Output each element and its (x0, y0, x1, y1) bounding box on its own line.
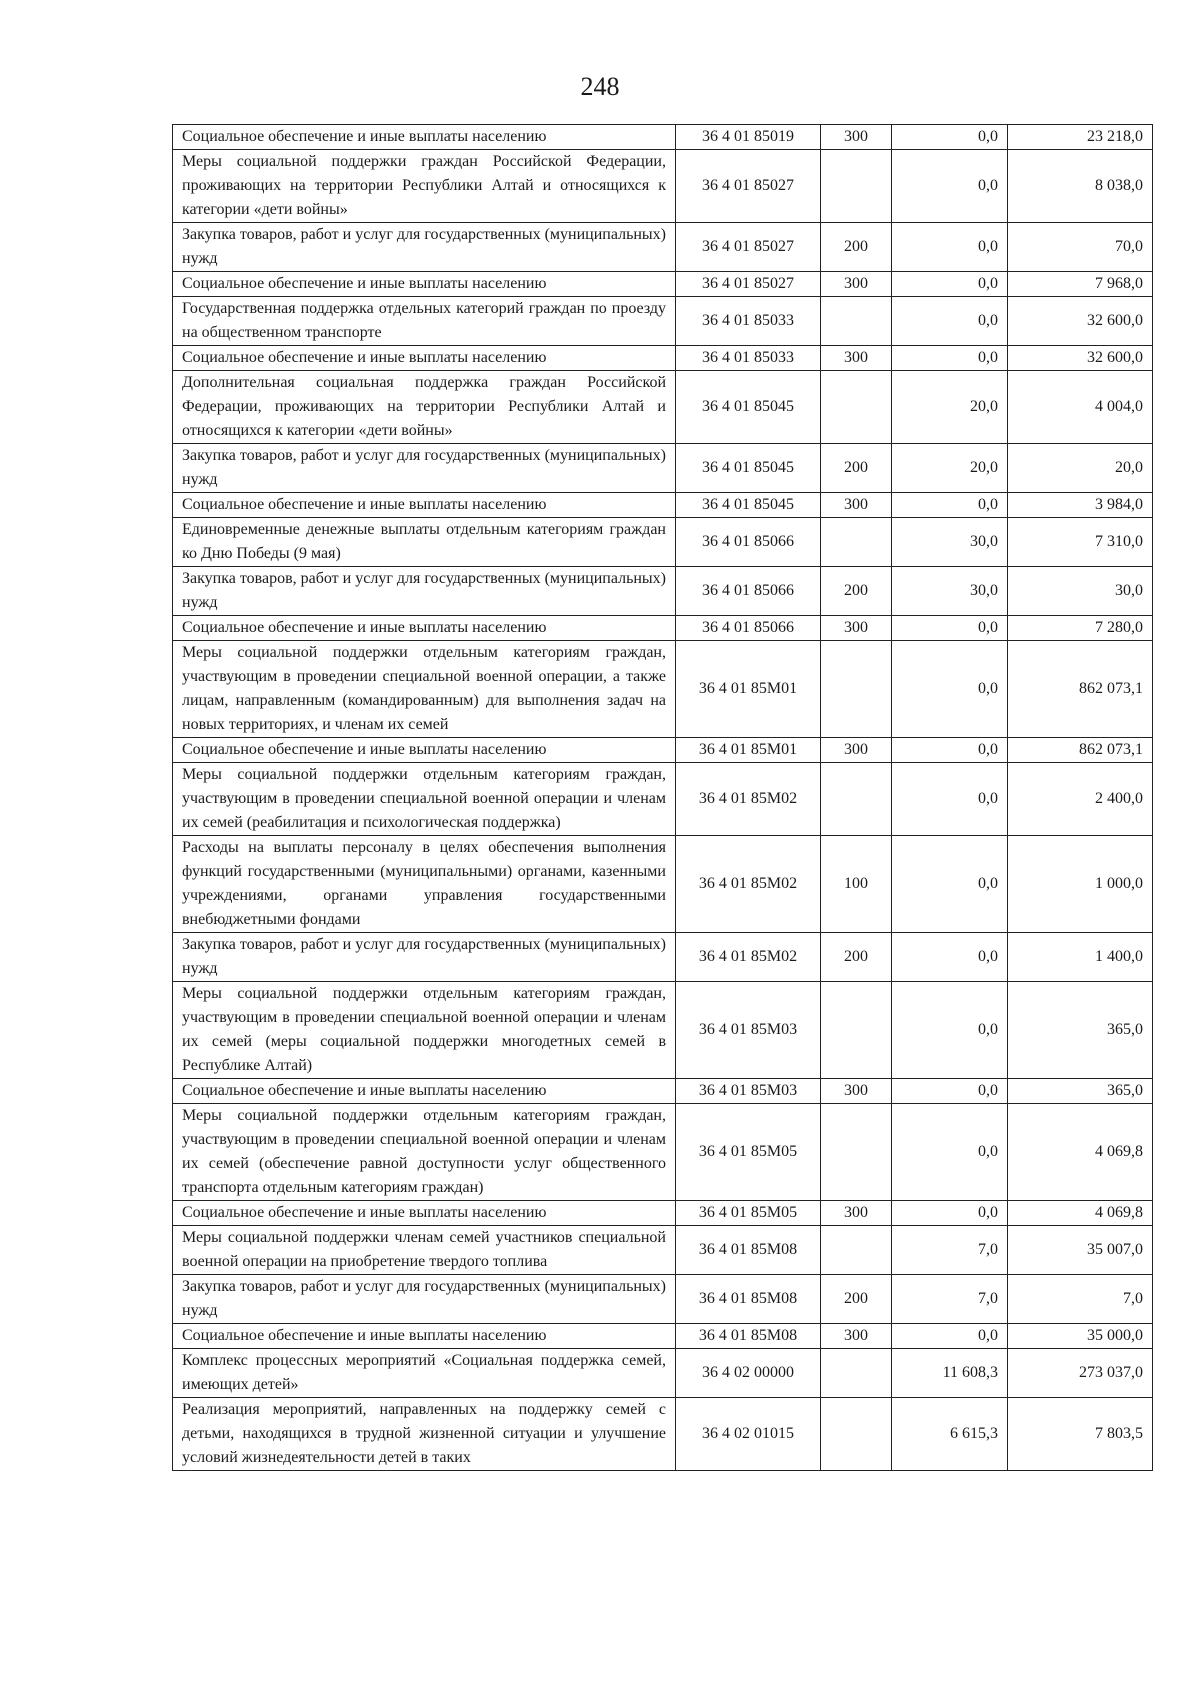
row-code-cell: 36 4 01 85М03 (676, 1079, 821, 1104)
row-name-cell: Закупка товаров, работ и услуг для государственных (муниципальных) нужд (173, 1275, 676, 1324)
row-name-cell: Социальное обеспечение и иные выплаты населению (173, 493, 676, 518)
row-amount-1-cell: 0,0 (892, 1324, 1008, 1349)
row-code-cell: 36 4 01 85М08 (676, 1226, 821, 1275)
row-amount-1-cell: 20,0 (892, 371, 1008, 444)
row-code-cell: 36 4 01 85М01 (676, 641, 821, 738)
row-code-cell: 36 4 01 85027 (676, 223, 821, 272)
table-row (173, 444, 1153, 493)
row-code-cell: 36 4 01 85М02 (676, 836, 821, 933)
table-row (173, 641, 1153, 738)
row-amount-2-cell: 7 280,0 (1008, 616, 1153, 641)
table-row (173, 836, 1153, 933)
table-row (173, 223, 1153, 272)
row-amount-2-cell: 365,0 (1008, 982, 1153, 1079)
table-row (173, 567, 1153, 616)
row-name-cell: Государственная поддержка отдельных категорий граждан по проезду на общественном транспорте (173, 297, 676, 346)
row-amount-1-cell: 11 608,3 (892, 1349, 1008, 1398)
row-amount-2-cell: 3 984,0 (1008, 493, 1153, 518)
row-amount-2-cell: 7 310,0 (1008, 518, 1153, 567)
table-row (173, 1398, 1153, 1471)
row-amount-1-cell: 0,0 (892, 763, 1008, 836)
row-code-cell: 36 4 01 85045 (676, 493, 821, 518)
table-row (173, 1324, 1153, 1349)
table-row (173, 1226, 1153, 1275)
table-row (173, 1079, 1153, 1104)
row-amount-2-cell: 862 073,1 (1008, 738, 1153, 763)
budget-table-body (173, 125, 1153, 1471)
row-amount-2-cell: 20,0 (1008, 444, 1153, 493)
row-name-cell: Меры социальной поддержки отдельным категориям граждан, участвующим в проведении специальной военной операции и членам их семей (меры социальной поддержки многодетных семей в Республике Алтай) (173, 982, 676, 1079)
row-amount-1-cell: 0,0 (892, 346, 1008, 371)
row-code-cell: 36 4 01 85027 (676, 272, 821, 297)
row-code-cell: 36 4 01 85М02 (676, 763, 821, 836)
row-amount-2-cell: 862 073,1 (1008, 641, 1153, 738)
row-name-cell: Меры социальной поддержки отдельным категориям граждан, участвующим в проведении специальной военной операции и членам их семей (обеспечение равной доступности услуг общественного транспорта отдельным категориям граждан) (173, 1104, 676, 1201)
table-row (173, 125, 1153, 150)
row-amount-1-cell: 30,0 (892, 567, 1008, 616)
row-expense-type-cell (821, 518, 892, 567)
row-name-cell: Комплекс процессных мероприятий «Социальная поддержка семей, имеющих детей» (173, 1349, 676, 1398)
table-row (173, 1201, 1153, 1226)
row-name-cell: Меры социальной поддержки отдельным категориям граждан, участвующим в проведении специальной военной операции, а также лицам, направленным (командированным) для выполнения задач на новых территориях, и членам их семей (173, 641, 676, 738)
table-row (173, 493, 1153, 518)
row-code-cell: 36 4 01 85М05 (676, 1104, 821, 1201)
row-code-cell: 36 4 01 85066 (676, 616, 821, 641)
row-expense-type-cell (821, 1349, 892, 1398)
row-name-cell: Закупка товаров, работ и услуг для государственных (муниципальных) нужд (173, 223, 676, 272)
row-expense-type-cell: 300 (821, 1324, 892, 1349)
row-amount-2-cell: 32 600,0 (1008, 346, 1153, 371)
row-name-cell: Единовременные денежные выплаты отдельным категориям граждан ко Дню Победы (9 мая) (173, 518, 676, 567)
row-expense-type-cell (821, 1226, 892, 1275)
row-expense-type-cell (821, 641, 892, 738)
table-row (173, 933, 1153, 982)
row-code-cell: 36 4 01 85027 (676, 150, 821, 223)
row-expense-type-cell (821, 297, 892, 346)
row-amount-2-cell: 7 803,5 (1008, 1398, 1153, 1471)
row-amount-1-cell: 0,0 (892, 1201, 1008, 1226)
row-code-cell: 36 4 01 85033 (676, 297, 821, 346)
row-amount-2-cell: 1 000,0 (1008, 836, 1153, 933)
row-code-cell: 36 4 01 85М02 (676, 933, 821, 982)
row-amount-2-cell: 4 069,8 (1008, 1201, 1153, 1226)
row-amount-2-cell: 23 218,0 (1008, 125, 1153, 150)
row-code-cell: 36 4 01 85М08 (676, 1275, 821, 1324)
row-amount-1-cell: 0,0 (892, 150, 1008, 223)
row-expense-type-cell: 300 (821, 1079, 892, 1104)
row-code-cell: 36 4 01 85066 (676, 518, 821, 567)
row-code-cell: 36 4 01 85019 (676, 125, 821, 150)
row-amount-2-cell: 30,0 (1008, 567, 1153, 616)
row-amount-2-cell: 273 037,0 (1008, 1349, 1153, 1398)
row-amount-1-cell: 0,0 (892, 297, 1008, 346)
table-row (173, 763, 1153, 836)
row-amount-2-cell: 8 038,0 (1008, 150, 1153, 223)
table-row (173, 1275, 1153, 1324)
row-amount-2-cell: 32 600,0 (1008, 297, 1153, 346)
row-name-cell: Закупка товаров, работ и услуг для государственных (муниципальных) нужд (173, 567, 676, 616)
row-amount-1-cell: 0,0 (892, 272, 1008, 297)
row-name-cell: Социальное обеспечение и иные выплаты населению (173, 125, 676, 150)
row-expense-type-cell: 200 (821, 567, 892, 616)
row-amount-2-cell: 7 968,0 (1008, 272, 1153, 297)
row-code-cell: 36 4 01 85М08 (676, 1324, 821, 1349)
row-code-cell: 36 4 01 85066 (676, 567, 821, 616)
row-expense-type-cell: 100 (821, 836, 892, 933)
row-name-cell: Закупка товаров, работ и услуг для государственных (муниципальных) нужд (173, 933, 676, 982)
row-code-cell: 36 4 01 85М05 (676, 1201, 821, 1226)
table-row (173, 1349, 1153, 1398)
row-amount-1-cell: 0,0 (892, 641, 1008, 738)
row-code-cell: 36 4 01 85033 (676, 346, 821, 371)
table-row (173, 1104, 1153, 1201)
row-name-cell: Социальное обеспечение и иные выплаты населению (173, 346, 676, 371)
row-expense-type-cell (821, 1104, 892, 1201)
row-expense-type-cell (821, 1398, 892, 1471)
row-expense-type-cell (821, 763, 892, 836)
row-amount-2-cell: 70,0 (1008, 223, 1153, 272)
row-amount-2-cell: 365,0 (1008, 1079, 1153, 1104)
row-amount-2-cell: 4 069,8 (1008, 1104, 1153, 1201)
row-amount-2-cell: 4 004,0 (1008, 371, 1153, 444)
row-amount-2-cell: 7,0 (1008, 1275, 1153, 1324)
row-amount-1-cell: 7,0 (892, 1226, 1008, 1275)
row-name-cell: Социальное обеспечение и иные выплаты населению (173, 738, 676, 763)
row-name-cell: Социальное обеспечение и иные выплаты населению (173, 1201, 676, 1226)
row-expense-type-cell: 300 (821, 346, 892, 371)
row-code-cell: 36 4 01 85045 (676, 444, 821, 493)
budget-table (172, 124, 1153, 1471)
table-row (173, 371, 1153, 444)
row-amount-1-cell: 6 615,3 (892, 1398, 1008, 1471)
row-expense-type-cell: 300 (821, 738, 892, 763)
row-name-cell: Социальное обеспечение и иные выплаты населению (173, 1324, 676, 1349)
row-amount-2-cell: 1 400,0 (1008, 933, 1153, 982)
table-row (173, 346, 1153, 371)
row-name-cell: Дополнительная социальная поддержка граждан Российской Федерации, проживающих на территории Республики Алтай и относящихся к категории «дети войны» (173, 371, 676, 444)
row-expense-type-cell: 300 (821, 493, 892, 518)
row-amount-1-cell: 0,0 (892, 1104, 1008, 1201)
row-expense-type-cell: 300 (821, 616, 892, 641)
row-name-cell: Социальное обеспечение и иные выплаты населению (173, 1079, 676, 1104)
table-row (173, 150, 1153, 223)
row-name-cell: Реализация мероприятий, направленных на поддержку семей с детьми, находящихся в трудной жизненной ситуации и улучшение условий жизнедеятельности детей в таких (173, 1398, 676, 1471)
row-expense-type-cell (821, 371, 892, 444)
row-amount-2-cell: 35 007,0 (1008, 1226, 1153, 1275)
row-code-cell: 36 4 01 85045 (676, 371, 821, 444)
table-row (173, 297, 1153, 346)
row-amount-1-cell: 0,0 (892, 616, 1008, 641)
row-amount-2-cell: 35 000,0 (1008, 1324, 1153, 1349)
table-row (173, 518, 1153, 567)
row-expense-type-cell: 300 (821, 125, 892, 150)
row-expense-type-cell: 300 (821, 1201, 892, 1226)
row-expense-type-cell: 200 (821, 223, 892, 272)
row-code-cell: 36 4 02 00000 (676, 1349, 821, 1398)
row-name-cell: Расходы на выплаты персоналу в целях обеспечения выполнения функций государственными (муниципальными) органами, казенными учреждениями, органами управления государственными внебюджетными фондами (173, 836, 676, 933)
table-row (173, 616, 1153, 641)
table-row (173, 982, 1153, 1079)
row-code-cell: 36 4 01 85М01 (676, 738, 821, 763)
row-amount-1-cell: 0,0 (892, 738, 1008, 763)
row-name-cell: Социальное обеспечение и иные выплаты населению (173, 272, 676, 297)
row-code-cell: 36 4 02 01015 (676, 1398, 821, 1471)
table-row (173, 738, 1153, 763)
row-amount-1-cell: 0,0 (892, 223, 1008, 272)
page-number: 248 (580, 72, 620, 101)
row-expense-type-cell: 200 (821, 933, 892, 982)
row-amount-1-cell: 0,0 (892, 493, 1008, 518)
row-amount-1-cell: 0,0 (892, 982, 1008, 1079)
row-expense-type-cell: 300 (821, 272, 892, 297)
row-expense-type-cell (821, 982, 892, 1079)
row-name-cell: Меры социальной поддержки отдельным категориям граждан, участвующим в проведении специальной военной операции и членам их семей (реабилитация и психологическая поддержка) (173, 763, 676, 836)
row-amount-1-cell: 0,0 (892, 933, 1008, 982)
row-expense-type-cell: 200 (821, 444, 892, 493)
row-name-cell: Закупка товаров, работ и услуг для государственных (муниципальных) нужд (173, 444, 676, 493)
table-row (173, 272, 1153, 297)
row-name-cell: Меры социальной поддержки граждан Российской Федерации, проживающих на территории Республики Алтай и относящихся к категории «дети войны» (173, 150, 676, 223)
row-name-cell: Социальное обеспечение и иные выплаты населению (173, 616, 676, 641)
row-amount-1-cell: 0,0 (892, 125, 1008, 150)
row-code-cell: 36 4 01 85М03 (676, 982, 821, 1079)
row-expense-type-cell: 200 (821, 1275, 892, 1324)
row-amount-1-cell: 30,0 (892, 518, 1008, 567)
row-amount-1-cell: 20,0 (892, 444, 1008, 493)
row-amount-1-cell: 0,0 (892, 1079, 1008, 1104)
row-name-cell: Меры социальной поддержки членам семей участников специальной военной операции на приобретение твердого топлива (173, 1226, 676, 1275)
row-amount-1-cell: 0,0 (892, 836, 1008, 933)
row-amount-1-cell: 7,0 (892, 1275, 1008, 1324)
row-expense-type-cell (821, 150, 892, 223)
row-amount-2-cell: 2 400,0 (1008, 763, 1153, 836)
